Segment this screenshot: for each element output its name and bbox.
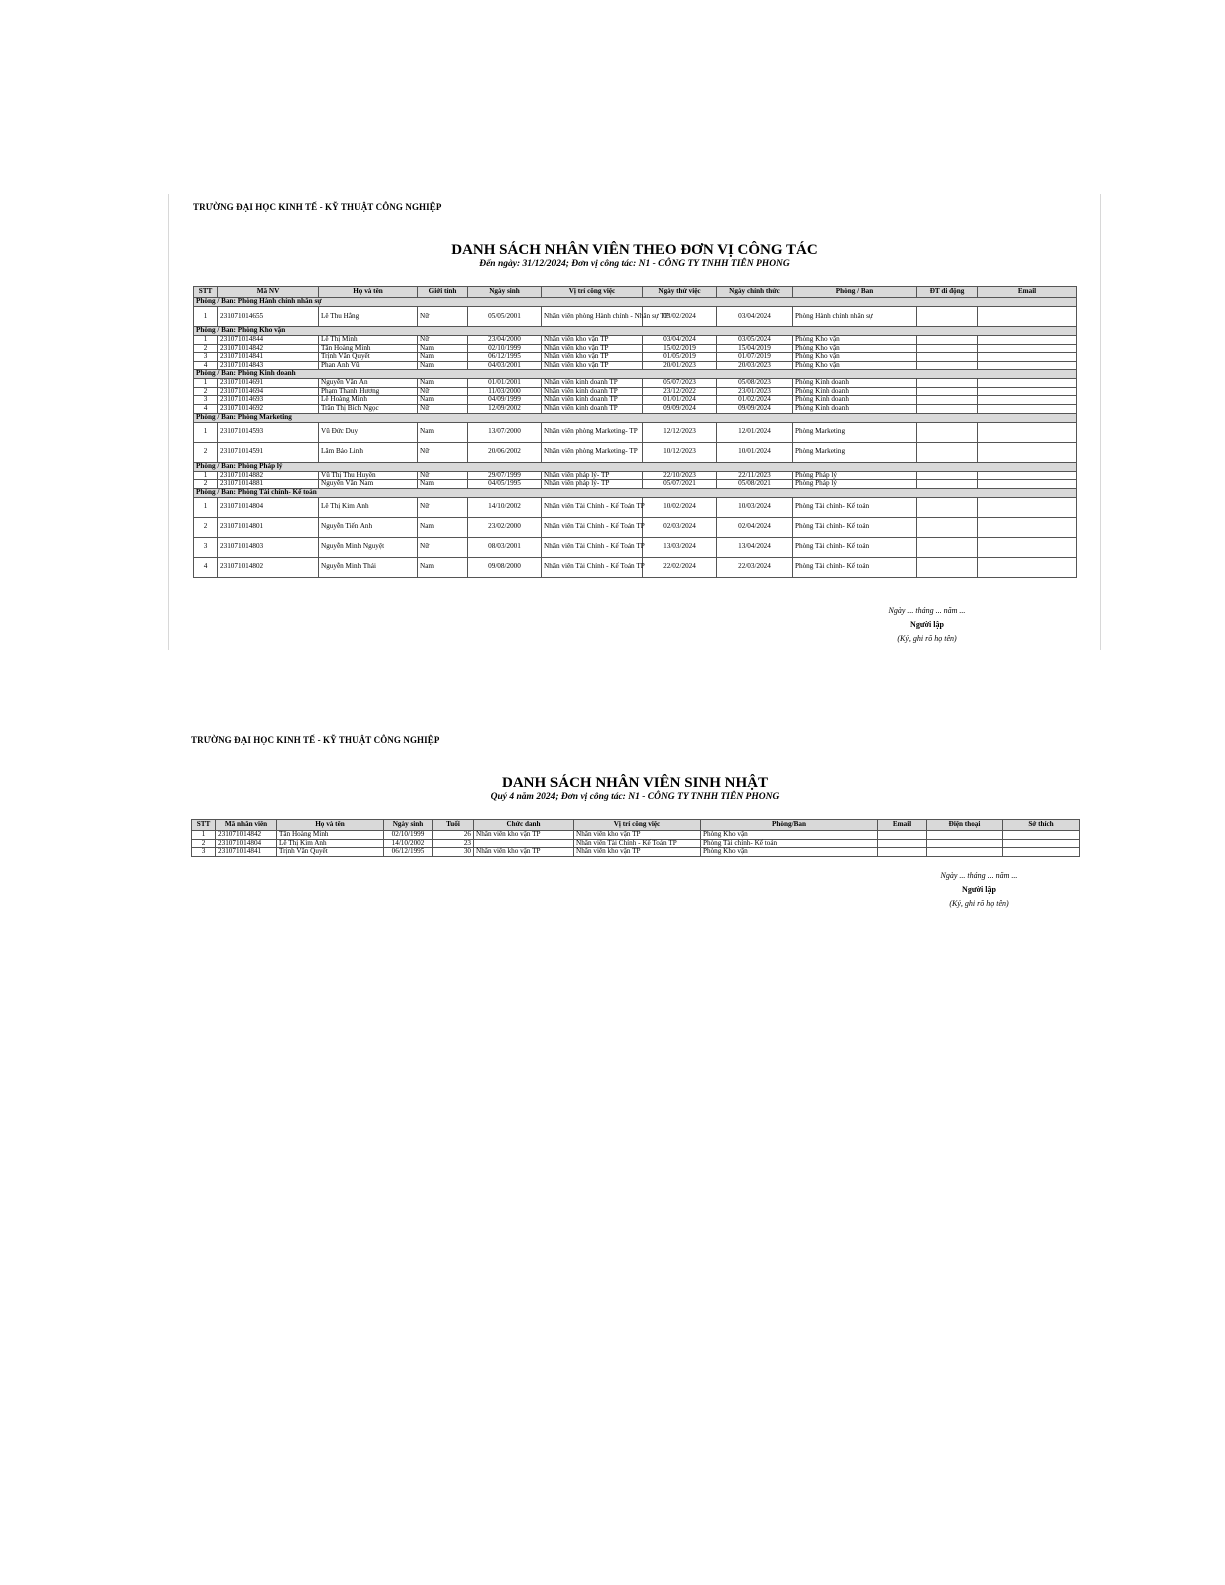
signature-date: Ngày ... tháng ... năm ... <box>888 606 966 615</box>
signature-note: (Ký, ghi rõ họ tên) <box>949 899 1009 908</box>
table-cell: Nam <box>418 379 468 388</box>
table-cell <box>978 442 1077 462</box>
column-header: ĐT di động <box>917 287 978 298</box>
group-row <box>194 298 1077 307</box>
table-cell <box>1003 831 1080 840</box>
table-cell: Nhân viên kho vận TP <box>574 831 701 840</box>
table-row <box>194 422 1077 442</box>
table-cell <box>917 353 978 362</box>
table-cell: 04/03/2001 <box>468 361 542 370</box>
table-cell: Phòng Marketing <box>793 422 917 442</box>
table-cell <box>878 839 927 848</box>
table-cell: Nhân viên Tài Chính - Kế Toán TP <box>542 557 643 577</box>
column-header: Ngày thử việc <box>643 287 717 298</box>
table-cell: 01/02/2024 <box>717 396 793 405</box>
table-cell: Phòng Kho vận <box>793 353 917 362</box>
table-cell: Tân Hoàng Minh <box>277 831 384 840</box>
table-cell: Phòng Kho vận <box>701 848 878 857</box>
table-cell: Lê Thị Minh <box>319 336 418 345</box>
table-cell: Nhân viên kinh doanh TP <box>542 404 643 413</box>
column-header: Tuổi <box>433 820 474 831</box>
table-cell <box>917 471 978 480</box>
table-cell: 13/07/2000 <box>468 422 542 442</box>
table-cell: Nam <box>418 344 468 353</box>
table-cell: 231071014843 <box>218 361 319 370</box>
table-row <box>194 517 1077 537</box>
table-cell: 231071014841 <box>218 353 319 362</box>
column-header: Ngày sinh <box>384 820 433 831</box>
table-cell: Lê Thị Kim Anh <box>277 839 384 848</box>
table-cell <box>978 480 1077 489</box>
table-row <box>194 404 1077 413</box>
table-cell: Nhân viên kinh doanh TP <box>542 379 643 388</box>
table-cell: 1 <box>194 422 218 442</box>
group-label: Phòng / Ban: Phòng Hành chính nhân sự <box>194 298 1077 307</box>
table-cell <box>978 404 1077 413</box>
table-cell: Vũ Đức Duy <box>319 422 418 442</box>
table-cell: 2 <box>194 517 218 537</box>
table-cell <box>917 404 978 413</box>
column-header: Sở thích <box>1003 820 1080 831</box>
table-cell: Nguyễn Văn Nam <box>319 480 418 489</box>
table-cell: Phòng Tài chính- Kế toán <box>793 517 917 537</box>
column-header: Vị trí công việc <box>574 820 701 831</box>
table-cell: Nhân viên phòng Marketing- TP <box>542 442 643 462</box>
column-header: Họ và tên <box>277 820 384 831</box>
table-cell: Nhân viên Tài Chính - Kế Toán TP <box>542 537 643 557</box>
table-cell: Nữ <box>418 471 468 480</box>
column-header: Vị trí công việc <box>542 287 643 298</box>
column-header: Chức danh <box>474 820 574 831</box>
table-cell: 12/12/2023 <box>643 422 717 442</box>
table-cell: Nữ <box>418 387 468 396</box>
table-cell: Nguyễn Minh Thái <box>319 557 418 577</box>
table-cell: 4 <box>194 361 218 370</box>
table-cell: 22/10/2023 <box>643 471 717 480</box>
table-cell: Nhân viên phòng Hành chính - Nhân sự TP <box>542 307 643 327</box>
table-cell: Nữ <box>418 497 468 517</box>
table-cell: Nam <box>418 517 468 537</box>
table-cell: 05/07/2023 <box>643 379 717 388</box>
table-cell: Nhân viên kho vận TP <box>542 353 643 362</box>
table-cell: Nhân viên Tài Chính - Kế Toán TP <box>542 497 643 517</box>
table-row <box>194 353 1077 362</box>
table-row <box>194 336 1077 345</box>
table-cell: 02/04/2024 <box>717 517 793 537</box>
table-cell: 06/12/1995 <box>384 848 433 857</box>
table-cell: Nhân viên Tài Chính - Kế Toán TP <box>542 517 643 537</box>
table-cell <box>978 517 1077 537</box>
table-cell: Lâm Bảo Linh <box>319 442 418 462</box>
table-cell <box>917 361 978 370</box>
table-cell <box>1003 848 1080 857</box>
table-cell: 20/03/2023 <box>717 361 793 370</box>
table-cell: Nam <box>418 361 468 370</box>
report-title: DANH SÁCH NHÂN VIÊN THEO ĐƠN VỊ CÔNG TÁC <box>451 242 818 258</box>
table-cell: 05/08/2023 <box>717 379 793 388</box>
table-cell <box>917 344 978 353</box>
table-cell <box>917 557 978 577</box>
table-cell: 22/03/2024 <box>717 557 793 577</box>
table-cell: 03/04/2024 <box>717 307 793 327</box>
table-cell: 2 <box>194 480 218 489</box>
table-cell: 22/11/2023 <box>717 471 793 480</box>
table-cell: 231071014591 <box>218 442 319 462</box>
table-cell <box>917 442 978 462</box>
table-cell <box>917 387 978 396</box>
table-cell: 231071014804 <box>218 497 319 517</box>
column-header: STT <box>194 287 218 298</box>
table-row <box>194 557 1077 577</box>
table-cell: 11/03/2000 <box>468 387 542 396</box>
signature-date: Ngày ... tháng ... năm ... <box>940 871 1018 880</box>
table-cell: 4 <box>194 557 218 577</box>
table-cell: 1 <box>192 831 216 840</box>
table-cell: Nhân viên kho vận TP <box>474 848 574 857</box>
table-cell: Nhân viên kinh doanh TP <box>542 387 643 396</box>
table-cell <box>917 396 978 405</box>
table-cell: Nam <box>418 557 468 577</box>
group-label: Phòng / Ban: Phòng Marketing <box>194 413 1077 422</box>
table-cell: Phòng Kinh doanh <box>793 396 917 405</box>
table-cell <box>978 537 1077 557</box>
table-cell: 04/09/1999 <box>468 396 542 405</box>
table-cell: 231071014655 <box>218 307 319 327</box>
table-cell: 1 <box>194 307 218 327</box>
table-cell: 23/12/2022 <box>643 387 717 396</box>
column-header: Phòng/Ban <box>701 820 878 831</box>
table-cell <box>927 839 1003 848</box>
table-cell: 02/03/2024 <box>643 517 717 537</box>
table-cell: 09/09/2024 <box>643 404 717 413</box>
table-cell: Nam <box>418 353 468 362</box>
table-cell: 23 <box>433 839 474 848</box>
table-cell: Phòng Kinh doanh <box>793 387 917 396</box>
table-cell: Nhân viên pháp lý- TP <box>542 471 643 480</box>
table-cell <box>978 422 1077 442</box>
birthday-table <box>191 819 1080 857</box>
table-cell: Nhân viên kinh doanh TP <box>542 396 643 405</box>
table-cell <box>917 537 978 557</box>
column-header: Ngày chính thức <box>717 287 793 298</box>
table-cell: Nữ <box>418 307 468 327</box>
table-cell: Nguyễn Tiến Anh <box>319 517 418 537</box>
table-row <box>192 831 1080 840</box>
table-cell: Nam <box>418 396 468 405</box>
table-cell: 03/05/2024 <box>717 336 793 345</box>
table-cell: Lê Hoàng Minh <box>319 396 418 405</box>
group-label: Phòng / Ban: Phòng Pháp lý <box>194 462 1077 471</box>
table-cell: Lê Thu Hằng <box>319 307 418 327</box>
column-header: Mã nhân viên <box>216 820 277 831</box>
table-cell: 1 <box>194 336 218 345</box>
table-cell: 06/12/1995 <box>468 353 542 362</box>
table-cell: 231071014694 <box>218 387 319 396</box>
table-cell: Phòng Kinh doanh <box>793 404 917 413</box>
table-cell: Trần Thị Bích Ngọc <box>319 404 418 413</box>
table-cell: 09/09/2024 <box>717 404 793 413</box>
group-row <box>194 488 1077 497</box>
table-cell: 20/01/2023 <box>643 361 717 370</box>
table-cell <box>978 344 1077 353</box>
table-cell: Lê Thị Kim Anh <box>319 497 418 517</box>
table-cell: Nhân viên pháp lý- TP <box>542 480 643 489</box>
table-cell: Nam <box>418 422 468 442</box>
table-cell: 1 <box>194 471 218 480</box>
table-cell: Nhân viên kho vận TP <box>542 344 643 353</box>
column-header: Phòng / Ban <box>793 287 917 298</box>
table-header-row <box>194 287 1077 298</box>
table-cell: 20/06/2002 <box>468 442 542 462</box>
column-header: Ngày sinh <box>468 287 542 298</box>
table-cell: Trịnh Văn Quyết <box>319 353 418 362</box>
table-cell: 10/02/2024 <box>643 497 717 517</box>
table-cell: 231071014881 <box>218 480 319 489</box>
report-subtitle: Đến ngày: 31/12/2024; Đơn vị công tác: N1 - CÔNG TY TNHH TIÊN PHONG <box>479 259 790 269</box>
table-cell: 231071014842 <box>216 831 277 840</box>
table-cell: 26 <box>433 831 474 840</box>
column-header: Mã NV <box>218 287 319 298</box>
table-cell <box>978 471 1077 480</box>
table-cell <box>978 307 1077 327</box>
signature-block-2 <box>914 869 1044 911</box>
table-cell: Nhân viên phòng Marketing- TP <box>542 422 643 442</box>
table-cell: Nguyễn Minh Nguyệt <box>319 537 418 557</box>
table-cell: 231071014804 <box>216 839 277 848</box>
column-header: Giới tính <box>418 287 468 298</box>
table-row <box>194 480 1077 489</box>
table-cell: 231071014801 <box>218 517 319 537</box>
table-cell: 1 <box>194 379 218 388</box>
table-cell: Nhân viên kho vận TP <box>474 831 574 840</box>
table-row <box>194 307 1077 327</box>
table-cell: 05/07/2021 <box>643 480 717 489</box>
table-cell <box>927 848 1003 857</box>
table-cell: 22/02/2024 <box>643 557 717 577</box>
table-cell: 231071014841 <box>216 848 277 857</box>
table-cell: 231071014691 <box>218 379 319 388</box>
table-cell: 10/01/2024 <box>717 442 793 462</box>
table-cell: Nhân viên kho vận TP <box>542 361 643 370</box>
table-cell: 13/03/2024 <box>643 537 717 557</box>
table-cell: 23/01/2023 <box>717 387 793 396</box>
table-cell: 05/05/2001 <box>468 307 542 327</box>
table-cell: Nữ <box>418 336 468 345</box>
table-cell: 01/07/2019 <box>717 353 793 362</box>
table-row <box>194 497 1077 517</box>
table-cell: 13/04/2024 <box>717 537 793 557</box>
table-cell: Phòng Pháp lý <box>793 480 917 489</box>
table-cell: 01/05/2019 <box>643 353 717 362</box>
table-cell: Nguyễn Văn An <box>319 379 418 388</box>
group-label: Phòng / Ban: Phòng Tài chính- Kế toán <box>194 488 1077 497</box>
table-cell: Phòng Kho vận <box>793 361 917 370</box>
table-cell: Phòng Kho vận <box>793 336 917 345</box>
table-cell: 10/03/2024 <box>717 497 793 517</box>
table-cell <box>917 336 978 345</box>
table-cell <box>978 557 1077 577</box>
table-cell <box>978 387 1077 396</box>
table-cell: 231071014842 <box>218 344 319 353</box>
table-cell: 3 <box>192 848 216 857</box>
table-row <box>194 361 1077 370</box>
table-cell <box>978 336 1077 345</box>
table-cell: Phòng Kho vận <box>701 831 878 840</box>
table-cell <box>978 353 1077 362</box>
group-label: Phòng / Ban: Phòng Kho vận <box>194 327 1077 336</box>
table-cell: 15/02/2019 <box>643 344 717 353</box>
table-row <box>194 537 1077 557</box>
table-cell: 15/04/2019 <box>717 344 793 353</box>
table-cell: 14/10/2002 <box>384 839 433 848</box>
table-cell: 05/08/2021 <box>717 480 793 489</box>
table-cell: Nhân viên Tài Chính - Kế Toán TP <box>574 839 701 848</box>
table-cell <box>1003 839 1080 848</box>
table-cell: 2 <box>192 839 216 848</box>
table-cell <box>917 497 978 517</box>
table-cell <box>927 831 1003 840</box>
employee-table <box>193 286 1077 578</box>
table-cell <box>978 361 1077 370</box>
table-cell: Nam <box>418 480 468 489</box>
table-cell: 08/03/2001 <box>468 537 542 557</box>
table-cell: 02/10/1999 <box>468 344 542 353</box>
table-row <box>194 442 1077 462</box>
table-cell: Vũ Thị Thu Huyền <box>319 471 418 480</box>
table-cell <box>978 379 1077 388</box>
signature-preparer: Người lập <box>962 885 996 894</box>
table-cell: 04/05/1995 <box>468 480 542 489</box>
table-cell: 231071014882 <box>218 471 319 480</box>
table-cell: 23/02/2000 <box>468 517 542 537</box>
table-cell <box>917 517 978 537</box>
table-cell: Phạm Thanh Hương <box>319 387 418 396</box>
table-cell <box>878 848 927 857</box>
table-cell: 231071014803 <box>218 537 319 557</box>
school-name: TRƯỜNG ĐẠI HỌC KINH TẾ - KỸ THUẬT CÔNG NGHIỆP <box>193 202 442 212</box>
table-cell: 12/01/2024 <box>717 422 793 442</box>
table-cell: 2 <box>194 442 218 462</box>
table-cell: 3 <box>194 396 218 405</box>
table-cell: Phòng Tài chính- Kế toán <box>793 557 917 577</box>
table-cell: 02/10/1999 <box>384 831 433 840</box>
table-cell: Phòng Pháp lý <box>793 471 917 480</box>
column-header: Họ và tên <box>319 287 418 298</box>
table-cell <box>917 480 978 489</box>
table-cell: Phòng Marketing <box>793 442 917 462</box>
table-cell: 1 <box>194 497 218 517</box>
table-cell: 3 <box>194 537 218 557</box>
table-cell: 14/10/2002 <box>468 497 542 517</box>
table-cell: 12/09/2002 <box>468 404 542 413</box>
table-cell: 03/02/2024 <box>643 307 717 327</box>
table-cell: 30 <box>433 848 474 857</box>
table-cell: Trịnh Văn Quyết <box>277 848 384 857</box>
column-header: Điện thoại <box>927 820 1003 831</box>
table-cell: 231071014844 <box>218 336 319 345</box>
table-cell: 231071014593 <box>218 422 319 442</box>
table-cell: 4 <box>194 404 218 413</box>
table-cell: 01/01/2024 <box>643 396 717 405</box>
table-cell: Nhân viên kho vận TP <box>574 848 701 857</box>
table-cell: Nhân viên kho vận TP <box>542 336 643 345</box>
school-name-2: TRƯỜNG ĐẠI HỌC KINH TẾ - KỸ THUẬT CÔNG NGHIỆP <box>191 735 440 745</box>
table-cell <box>878 831 927 840</box>
table-cell: Nữ <box>418 404 468 413</box>
group-row <box>194 462 1077 471</box>
table-cell: Phòng Kinh doanh <box>793 379 917 388</box>
table-cell: 2 <box>194 387 218 396</box>
table-cell: 10/12/2023 <box>643 442 717 462</box>
table-cell: Phòng Tài chính- Kế toán <box>793 537 917 557</box>
table-cell <box>917 422 978 442</box>
report-subtitle-2: Quý 4 năm 2024; Đơn vị công tác: N1 - CÔNG TY TNHH TIÊN PHONG <box>490 792 780 802</box>
table-cell: 231071014802 <box>218 557 319 577</box>
table-cell: Phòng Kho vận <box>793 344 917 353</box>
report-title-2: DANH SÁCH NHÂN VIÊN SINH NHẬT <box>501 775 768 791</box>
group-label: Phòng / Ban: Phòng Kinh doanh <box>194 370 1077 379</box>
table-cell: 2 <box>194 344 218 353</box>
table-cell <box>978 497 1077 517</box>
table-cell: Nữ <box>418 537 468 557</box>
table-cell <box>917 307 978 327</box>
table-cell: 29/07/1999 <box>468 471 542 480</box>
table-cell: 231071014692 <box>218 404 319 413</box>
table-cell <box>978 396 1077 405</box>
table-cell: 23/04/2000 <box>468 336 542 345</box>
table-cell: 03/04/2024 <box>643 336 717 345</box>
table-cell: 231071014693 <box>218 396 319 405</box>
table-cell: Phòng Tài chính- Kế toán <box>701 839 878 848</box>
table-cell: Phòng Hành chính nhân sự <box>793 307 917 327</box>
table-cell: Phan Anh Vũ <box>319 361 418 370</box>
table-cell: 01/01/2001 <box>468 379 542 388</box>
signature-preparer: Người lập <box>910 620 944 629</box>
table-cell: Tân Hoàng Minh <box>319 344 418 353</box>
signature-note: (Ký, ghi rõ họ tên) <box>897 634 957 643</box>
column-header: Email <box>978 287 1077 298</box>
table-cell: Phòng Tài chính- Kế toán <box>793 497 917 517</box>
column-header: Email <box>878 820 927 831</box>
table-header-row <box>192 820 1080 831</box>
group-row <box>194 413 1077 422</box>
table-cell: 3 <box>194 353 218 362</box>
table-row <box>192 848 1080 857</box>
signature-block <box>862 604 992 646</box>
column-header: STT <box>192 820 216 831</box>
table-cell: 09/08/2000 <box>468 557 542 577</box>
table-cell <box>917 379 978 388</box>
table-cell: Nữ <box>418 442 468 462</box>
